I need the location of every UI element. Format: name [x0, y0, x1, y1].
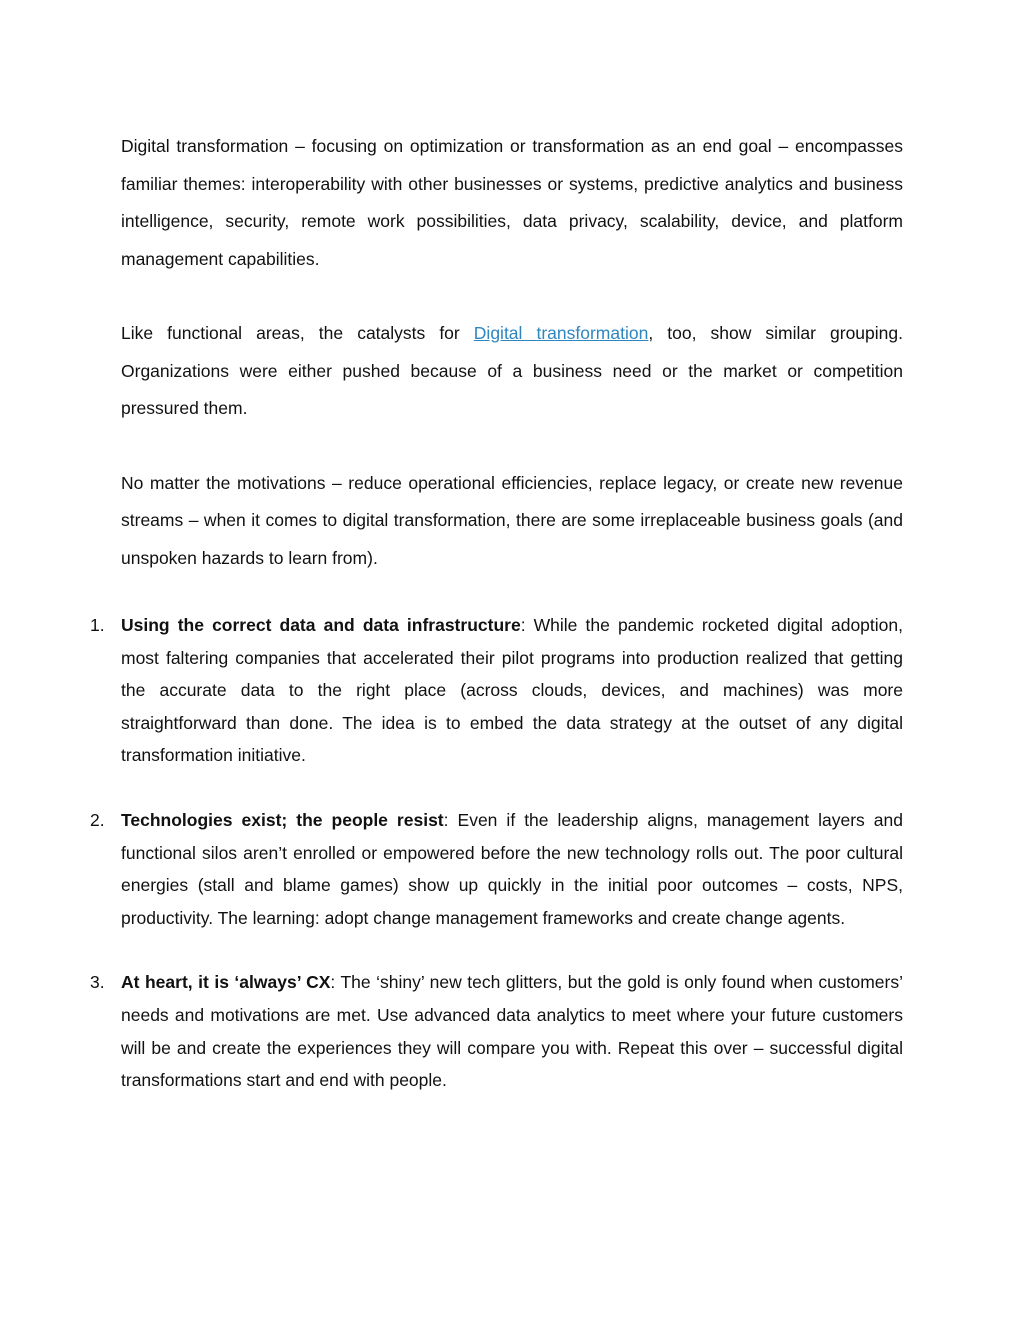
paragraph-catalysts-text-end: , too, show similar grouping. Organizations were either pushed because of a business need or the market or competition pressured them. — [121, 323, 903, 418]
list-item-body: : While the pandemic rocketed digital adoption, most faltering companies that accelerated their pilot programs into production realized that getting the accurate data to the right place (across clouds, devices, and machines) was more straightforward than done. The idea is to embed the data strategy at the outset of any digital transformation initiative. — [121, 615, 903, 766]
list-item-number: 3. — [90, 972, 105, 993]
paragraph-catalysts-text-start: Like functional areas, the catalysts for — [121, 323, 474, 343]
list-item — [90, 966, 903, 1096]
goals-list — [90, 609, 903, 1097]
list-item-title: At heart, it is ‘always’ CX — [121, 972, 331, 993]
list-item-title: Technologies exist; the people resist — [121, 809, 444, 830]
paragraph-motivations: No matter the motivations – reduce operational efficiencies, replace legacy, or create new revenue streams – when it comes to digital transformation, there are some irreplaceable business goals (and unspoken hazards to learn from). — [121, 472, 903, 568]
paragraph-intro: Digital transformation – focusing on optimization or transformation as an end goal – encompasses familiar themes: interoperability with other businesses or systems, predictive analytics and business intelligence, security, remote work possibilities, data privacy, scalability, device, and platform management capabilities. — [121, 136, 903, 269]
list-item-body: : The ‘shiny’ new tech glitters, but the gold is only found when customers’ needs and motivations are met. Use advanced data analytics to meet where your future customers will be and create the experiences they will compare you with. Repeat this over – successful digital transformations start and end with people. — [121, 972, 903, 1091]
list-item-body: : Even if the leadership aligns, management layers and functional silos aren’t enrolled or empowered before the new technology rolls out. The poor cultural energies (stall and blame games) show up quickly in the initial poor outcomes – costs, NPS, productivity. The learning: adopt change management frameworks and create change agents. — [121, 809, 903, 928]
list-item — [90, 609, 903, 772]
list-item-number: 2. — [90, 809, 105, 830]
document-body — [90, 128, 903, 1129]
list-item-number: 1. — [90, 615, 105, 635]
list-item — [90, 804, 903, 934]
digital-transformation-link[interactable]: Digital transformation — [473, 323, 649, 343]
paragraph-catalysts — [121, 315, 903, 428]
list-item-title: Using the correct data and data infrastructure — [121, 615, 521, 635]
